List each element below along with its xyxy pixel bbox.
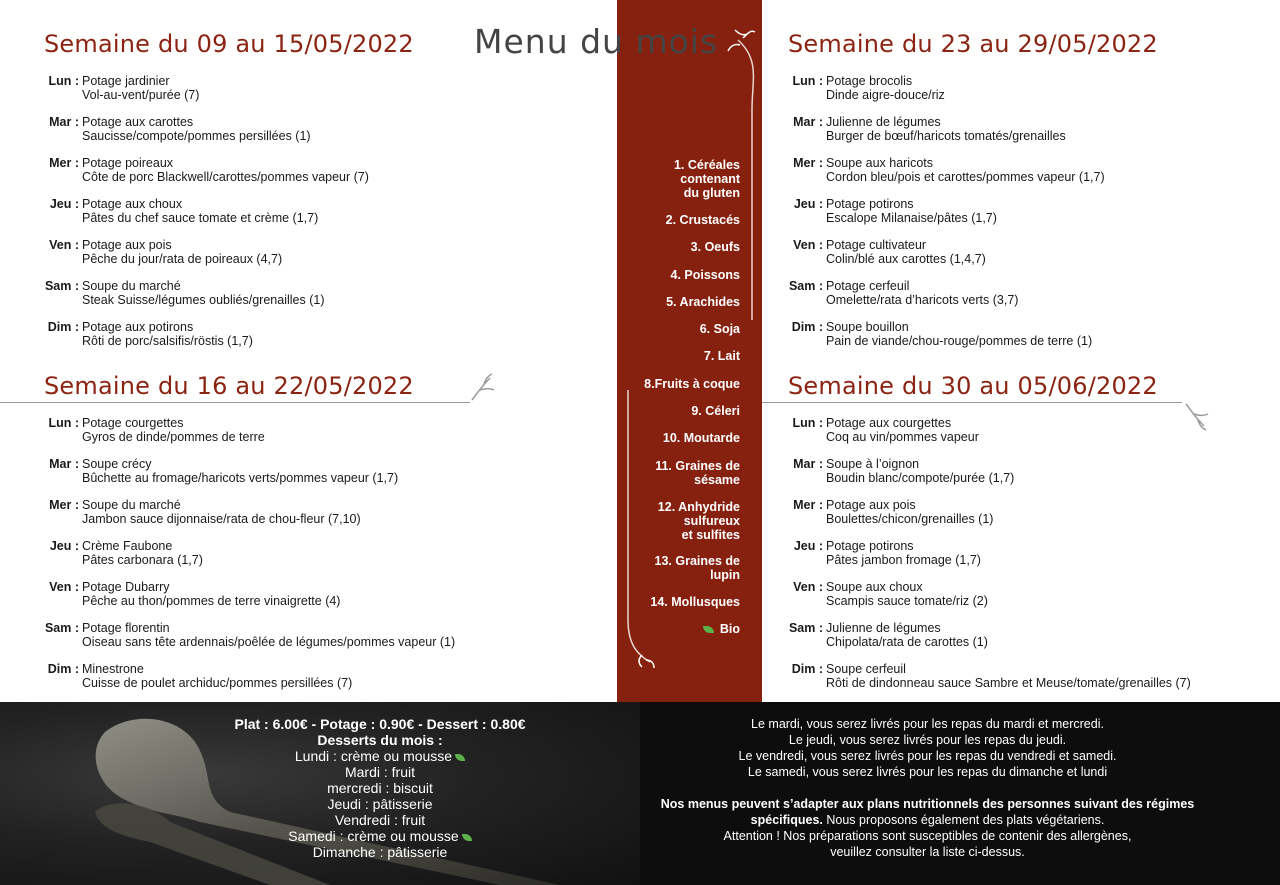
day-row	[44, 197, 604, 235]
day-name: Ven :	[49, 580, 79, 594]
soup: Soupe bouillon	[826, 320, 909, 334]
day-dishes	[82, 115, 311, 143]
prices-line: Plat : 6.00€ - Potage : 0.90€ - Dessert : 0.80€	[234, 716, 526, 732]
day-dishes	[826, 580, 988, 608]
main-dish: Pâtes du chef sauce tomate et crème (1,7)	[82, 211, 319, 225]
allergen-line: 14. Mollusques	[650, 595, 740, 609]
main-dish: Pêche au thon/pommes de terre vinaigrette (4)	[82, 594, 341, 608]
leaf-icon	[703, 626, 714, 633]
main-dish: Dinde aigre-douce/riz	[826, 88, 945, 102]
dessert-text: Jeudi : pâtisserie	[327, 796, 433, 812]
allergen-line: 7. Lait	[703, 349, 740, 363]
dessert-item	[200, 748, 560, 764]
day-row	[788, 580, 1280, 618]
day-name: Sam :	[788, 621, 823, 635]
day-dishes	[826, 238, 986, 266]
day-name: Ven :	[793, 238, 823, 252]
day-name: Lun :	[48, 416, 79, 430]
day-row	[44, 416, 604, 454]
day-name: Jeu :	[49, 539, 79, 553]
allergen-line: 13. Graines de	[654, 554, 740, 568]
day-row	[44, 115, 604, 153]
soup: Minestrone	[82, 662, 144, 676]
day-name: Dim :	[47, 662, 79, 676]
day-dishes	[826, 457, 1014, 485]
day-row	[44, 279, 604, 317]
allergen-line: sulfureux	[683, 514, 740, 528]
allergen-item	[622, 213, 740, 227]
day-dishes	[82, 74, 199, 102]
day-name: Lun :	[792, 416, 823, 430]
prices-block	[200, 716, 560, 860]
soup: Potage aux choux	[82, 197, 183, 211]
main-dish: Boulettes/chicon/grenailles (1)	[826, 512, 994, 526]
delivery-line: Le mardi, vous serez livrés pour les repas du mardi et mercredi.	[751, 717, 1104, 731]
day-name: Mer :	[793, 156, 823, 170]
soup: Potage aux courgettes	[826, 416, 952, 430]
allergen-item	[622, 459, 740, 487]
allergen-warning-1: Attention ! Nos préparations sont susceptibles de contenir des allergènes,	[723, 829, 1132, 843]
main-dish: Côte de porc Blackwell/carottes/pommes vapeur (7)	[82, 170, 369, 184]
desserts-title: Desserts du mois :	[317, 732, 443, 748]
dessert-item	[200, 812, 560, 828]
soup: Julienne de légumes	[826, 621, 941, 635]
main-dish: Jambon sauce dijonnaise/rata de chou-fleur (7,10)	[82, 512, 361, 526]
day-dishes	[82, 498, 361, 526]
soup: Potage cultivateur	[826, 238, 927, 252]
soup: Potage jardinier	[82, 74, 170, 88]
main-dish: Oiseau sans tête ardennais/poêlée de légumes/pommes vapeur (1)	[82, 635, 456, 649]
day-row	[788, 279, 1280, 317]
day-name: Dim :	[47, 320, 79, 334]
dessert-item	[200, 828, 560, 844]
footer	[0, 702, 1280, 885]
day-dishes	[82, 580, 340, 608]
desserts-list	[200, 748, 560, 860]
main-dish: Bûchette au fromage/haricots verts/pommes vapeur (1,7)	[82, 471, 399, 485]
allergen-line: 3. Oeufs	[690, 240, 740, 254]
soup: Soupe cerfeuil	[826, 662, 906, 676]
day-row	[788, 539, 1280, 577]
day-row	[44, 74, 604, 112]
main-dish: Cordon bleu/pois et carottes/pommes vapeur (1,7)	[826, 170, 1105, 184]
main-dish: Omelette/rata d’haricots verts (3,7)	[826, 293, 1019, 307]
allergen-line: 8.Fruits à coque	[644, 377, 740, 391]
allergen-item	[622, 268, 740, 282]
day-dishes	[826, 115, 1066, 143]
allergen-item	[622, 500, 740, 542]
day-name: Sam :	[788, 279, 823, 293]
day-name: Mer :	[49, 498, 79, 512]
allergen-warning-2: veuillez consulter la liste ci-dessus.	[830, 845, 1025, 859]
allergen-line: contenant	[680, 172, 740, 186]
day-dishes	[826, 662, 1191, 690]
day-dishes	[82, 156, 369, 184]
day-row	[44, 621, 604, 659]
day-dishes	[826, 156, 1105, 184]
day-dishes	[82, 621, 455, 649]
soup: Potage aux pois	[826, 498, 916, 512]
soup: Julienne de légumes	[826, 115, 941, 129]
day-name: Sam :	[44, 621, 79, 635]
allergen-line: sésame	[694, 473, 740, 487]
main-dish: Cuisse de poulet archiduc/pommes persillées (7)	[82, 676, 353, 690]
day-row	[44, 662, 604, 700]
soup: Soupe aux haricots	[826, 156, 934, 170]
allergen-item	[622, 554, 740, 582]
leaf-icon	[462, 834, 472, 841]
dessert-text: mercredi : biscuit	[327, 780, 433, 796]
main-dish: Saucisse/compote/pommes persillées (1)	[82, 129, 311, 143]
day-dishes	[826, 539, 981, 567]
day-dishes	[82, 539, 203, 567]
main-dish: Escalope Milanaise/pâtes (1,7)	[826, 211, 997, 225]
allergen-line: 10. Moutarde	[662, 431, 740, 445]
week-1	[44, 30, 604, 348]
main-dish: Scampis sauce tomate/riz (2)	[826, 594, 988, 608]
day-name: Mar :	[49, 457, 79, 471]
main-dish: Pêche du jour/rata de poireaux (4,7)	[82, 252, 283, 266]
day-row	[44, 539, 604, 577]
day-dishes	[826, 197, 997, 225]
allergen-item	[622, 377, 740, 391]
soup: Soupe aux choux	[826, 580, 923, 594]
day-name: Lun :	[48, 74, 79, 88]
soup: Potage florentin	[82, 621, 170, 635]
allergen-line: 11. Graines de	[655, 459, 740, 473]
day-dishes	[826, 74, 945, 102]
day-name: Ven :	[793, 580, 823, 594]
bio-legend	[622, 622, 740, 636]
diet-note	[655, 796, 1200, 828]
leaf-icon	[455, 754, 465, 761]
day-dishes	[82, 662, 352, 690]
allergen-item	[622, 158, 740, 200]
day-row	[44, 320, 604, 358]
allergen-line: 2. Crustacés	[665, 213, 740, 227]
soup: Soupe du marché	[82, 498, 181, 512]
day-row	[44, 498, 604, 536]
day-row	[788, 74, 1280, 112]
day-row	[788, 498, 1280, 536]
main-dish: Steak Suisse/légumes oubliés/grenailles (1)	[82, 293, 325, 307]
week-4	[788, 372, 1280, 690]
dessert-text: Vendredi : fruit	[334, 812, 426, 828]
day-name: Sam :	[44, 279, 79, 293]
day-dishes	[82, 457, 398, 485]
day-dishes	[826, 621, 988, 649]
soup: Soupe du marché	[82, 279, 181, 293]
delivery-lines	[655, 716, 1200, 780]
day-dishes	[82, 279, 325, 307]
week-3-heading: Semaine du 23 au 29/05/2022	[788, 30, 1158, 58]
dessert-item	[200, 764, 560, 780]
soup: Potage poireaux	[82, 156, 174, 170]
day-dishes	[826, 279, 1018, 307]
day-name: Mar :	[49, 115, 79, 129]
bio-label: Bio	[719, 622, 740, 636]
week-1-heading: Semaine du 09 au 15/05/2022	[44, 30, 414, 58]
soup: Potage courgettes	[82, 416, 184, 430]
day-dishes	[826, 498, 993, 526]
day-name: Mar :	[793, 115, 823, 129]
day-row	[44, 580, 604, 618]
week-3	[788, 30, 1280, 348]
main-dish: Gyros de dinde/pommes de terre	[82, 430, 265, 444]
allergen-line: 9. Céleri	[691, 404, 740, 418]
allergen-item	[622, 595, 740, 609]
day-name: Mar :	[793, 457, 823, 471]
allergen-line: et sulfites	[681, 528, 740, 542]
week-4-heading: Semaine du 30 au 05/06/2022	[788, 372, 1158, 400]
soup: Potage potirons	[826, 539, 914, 553]
soup: Potage aux pois	[82, 238, 172, 252]
allergen-line: 4. Poissons	[670, 268, 740, 282]
day-name: Dim :	[791, 662, 823, 676]
day-name: Dim :	[791, 320, 823, 334]
day-name: Jeu :	[793, 539, 823, 553]
dessert-text: Mardi : fruit	[344, 764, 415, 780]
soup: Soupe crécy	[82, 457, 152, 471]
delivery-line: Le samedi, vous serez livrés pour les repas du dimanche et lundi	[747, 765, 1108, 779]
delivery-line: Le jeudi, vous serez livrés pour les repas du jeudi.	[788, 733, 1067, 747]
soup: Soupe à l’oignon	[826, 457, 920, 471]
day-row	[788, 457, 1280, 495]
soup: Potage cerfeuil	[826, 279, 910, 293]
day-row	[788, 156, 1280, 194]
main-dish: Burger de bœuf/haricots tomatés/grenailles	[826, 129, 1066, 143]
allergen-line: 12. Anhydride	[657, 500, 740, 514]
allergen-line: 6. Soja	[699, 322, 740, 336]
dessert-item	[200, 844, 560, 860]
allergen-item	[622, 349, 740, 363]
dessert-item	[200, 780, 560, 796]
day-name: Ven :	[49, 238, 79, 252]
day-dishes	[82, 416, 265, 444]
soup: Crème Faubone	[82, 539, 173, 553]
main-dish: Colin/blé aux carottes (1,4,7)	[826, 252, 986, 266]
dessert-text: Lundi : crème ou mousse	[294, 748, 453, 764]
dessert-text: Dimanche : pâtisserie	[312, 844, 448, 860]
main-dish: Rôti de dindonneau sauce Sambre et Meuse/tomate/grenailles (7)	[826, 676, 1191, 690]
day-row	[44, 457, 604, 495]
allergen-item	[622, 404, 740, 418]
main-dish: Vol-au-vent/purée (7)	[82, 88, 200, 102]
main-dish: Pâtes jambon fromage (1,7)	[826, 553, 981, 567]
delivery-line: Le vendredi, vous serez livrés pour les repas du vendredi et samedi.	[738, 749, 1117, 763]
day-row	[788, 320, 1280, 358]
divider-right	[762, 402, 1182, 403]
day-row	[44, 238, 604, 276]
day-name: Jeu :	[49, 197, 79, 211]
main-dish: Pain de viande/chou-rouge/pommes de terre (1)	[826, 334, 1093, 348]
allergen-line: lupin	[710, 568, 740, 582]
day-dishes	[826, 320, 1092, 348]
soup: Potage brocolis	[826, 74, 913, 88]
day-name: Mer :	[793, 498, 823, 512]
day-row	[44, 156, 604, 194]
main-dish: Coq au vin/pommes vapeur	[826, 430, 979, 444]
day-dishes	[82, 197, 318, 225]
day-row	[788, 197, 1280, 235]
soup: Potage potirons	[826, 197, 914, 211]
delivery-info	[655, 716, 1200, 860]
day-dishes	[826, 416, 979, 444]
day-row	[788, 115, 1280, 153]
allergen-line: 5. Arachides	[666, 295, 740, 309]
diet-note-rest: Nous proposons également des plats végétariens.	[822, 813, 1105, 827]
allergen-line: 1. Céréales	[673, 158, 740, 172]
week-2-heading: Semaine du 16 au 22/05/2022	[44, 372, 414, 400]
day-name: Jeu :	[793, 197, 823, 211]
allergen-line: du gluten	[683, 186, 740, 200]
day-row	[788, 621, 1280, 659]
day-row	[788, 662, 1280, 700]
main-dish: Pâtes carbonara (1,7)	[82, 553, 203, 567]
soup: Potage aux potirons	[82, 320, 194, 334]
day-dishes	[82, 238, 282, 266]
allergen-item	[622, 431, 740, 445]
allergen-item	[622, 322, 740, 336]
allergen-item	[622, 240, 740, 254]
diet-note-bold: Nos menus peuvent s’adapter aux plans nutritionnels des personnes suivant des régimes spécifiques.	[660, 797, 1195, 827]
soup: Potage Dubarry	[82, 580, 170, 594]
main-dish: Rôti de porc/salsifis/röstis (1,7)	[82, 334, 253, 348]
dessert-text: Samedi : crème ou mousse	[288, 828, 459, 844]
day-dishes	[82, 320, 253, 348]
day-name: Lun :	[792, 74, 823, 88]
dessert-item	[200, 796, 560, 812]
day-name: Mer :	[49, 156, 79, 170]
page-title-text: Menu du mois	[474, 22, 719, 61]
day-row	[788, 416, 1280, 454]
divider-left	[0, 402, 470, 403]
allergen-item	[622, 295, 740, 309]
main-dish: Boudin blanc/compote/purée (1,7)	[826, 471, 1015, 485]
week-2	[44, 372, 604, 690]
main-dish: Chipolata/rata de carottes (1)	[826, 635, 988, 649]
soup: Potage aux carottes	[82, 115, 194, 129]
day-row	[788, 238, 1280, 276]
